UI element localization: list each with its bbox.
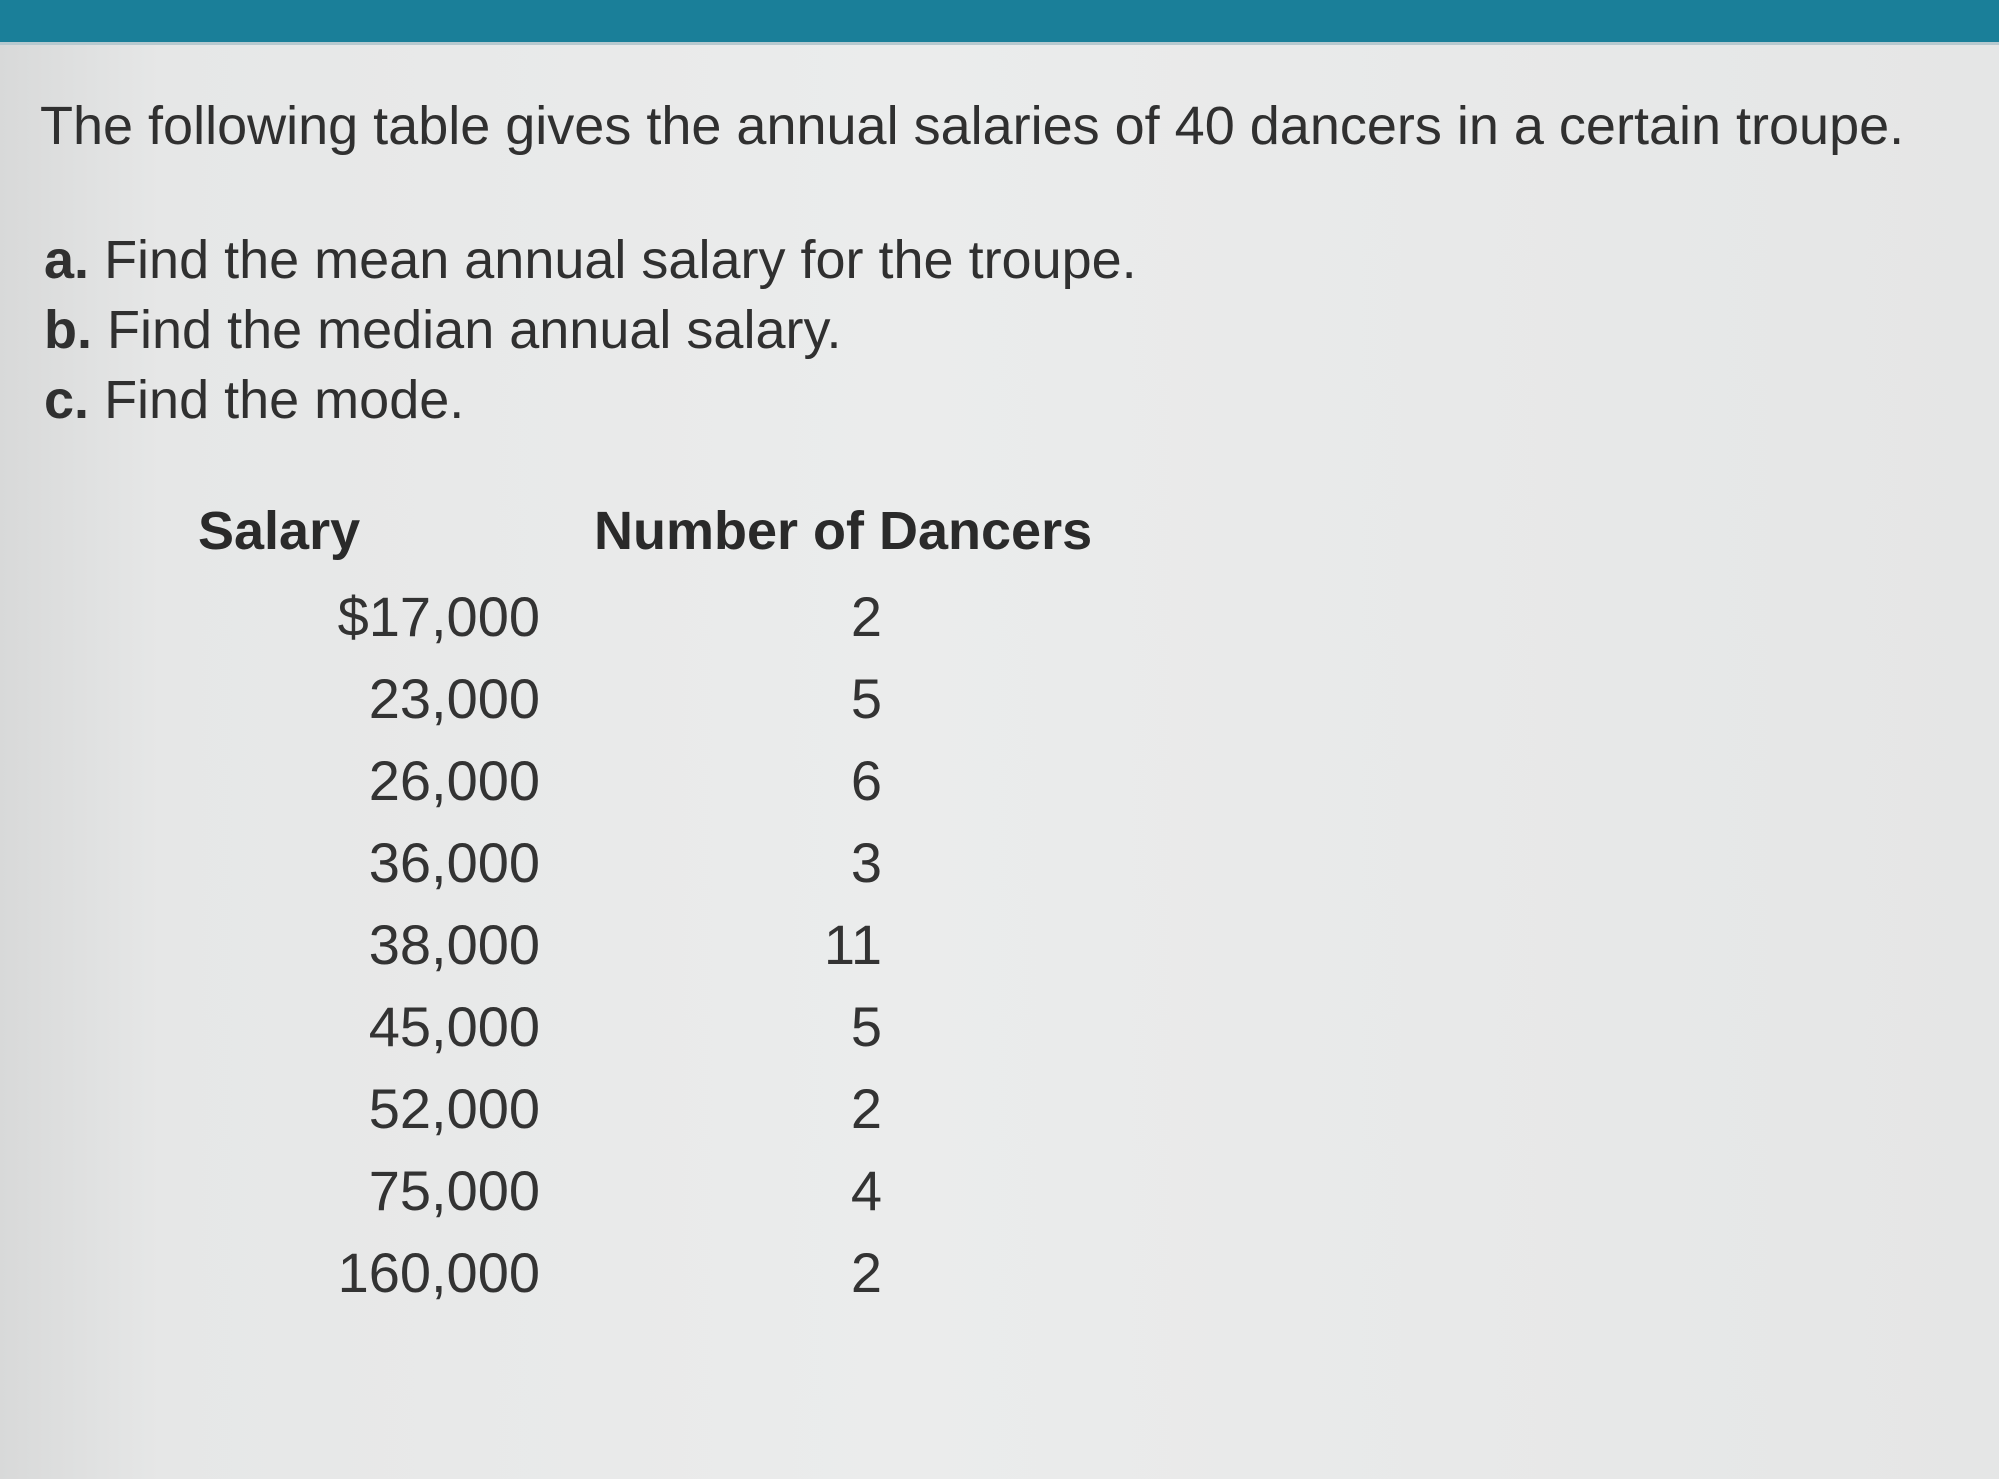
table-row [150, 994, 910, 1076]
count-cell: 3 [850, 831, 882, 894]
part-letter: a. [44, 230, 90, 290]
table-row [150, 1240, 910, 1322]
table-row [150, 748, 910, 830]
question-parts [44, 225, 1137, 435]
count-cell: 2 [850, 585, 882, 648]
salary-cell: 75,000 [368, 1159, 540, 1222]
count-cell: 11 [823, 913, 882, 976]
table-row [150, 830, 910, 912]
count-cell: 5 [850, 667, 882, 730]
table-body [150, 584, 910, 1322]
part-letter: c. [44, 370, 90, 430]
salary-cell: 45,000 [368, 995, 540, 1058]
part-text: Find the mode. [104, 370, 465, 430]
count-cell: 6 [850, 749, 882, 812]
count-cell: 5 [850, 995, 882, 1058]
salary-cell: 23,000 [368, 667, 540, 730]
count-cell: 4 [850, 1159, 882, 1222]
question-text: The following table gives the annual salaries of 40 dancers in a certain troupe. [40, 96, 1905, 156]
salary-cell: 26,000 [368, 749, 540, 812]
salary-cell: 160,000 [337, 1241, 540, 1304]
table-row [150, 912, 910, 994]
count-cell: 2 [850, 1077, 882, 1140]
salary-cell: $17,000 [337, 585, 540, 648]
salary-cell: 36,000 [368, 831, 540, 894]
part-b [44, 295, 1137, 365]
salary-cell: 52,000 [368, 1077, 540, 1140]
part-a [44, 225, 1137, 295]
part-text: Find the median annual salary. [107, 300, 842, 360]
part-c [44, 365, 1137, 435]
column-header-count: Number of Dancers [594, 501, 1093, 561]
table-row [150, 584, 910, 666]
count-cell: 2 [850, 1241, 882, 1304]
salary-cell: 38,000 [368, 913, 540, 976]
table-row [150, 1158, 910, 1240]
column-header-salary: Salary [198, 501, 361, 561]
table-row [150, 1076, 910, 1158]
table-row [150, 666, 910, 748]
part-letter: b. [44, 300, 92, 360]
header-bar [0, 0, 1999, 45]
part-text: Find the mean annual salary for the troupe. [104, 230, 1137, 290]
